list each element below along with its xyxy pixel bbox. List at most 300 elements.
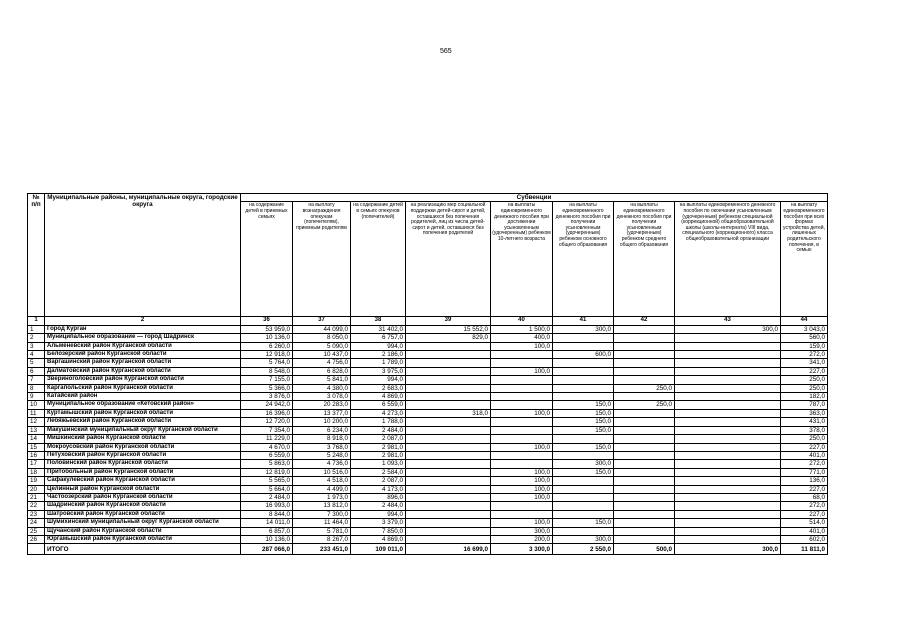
district-name: Петуховский район Курганской области bbox=[45, 451, 241, 459]
value-cell bbox=[675, 535, 781, 543]
table-row bbox=[28, 342, 828, 350]
district-name: Мишкинский район Курганской области bbox=[45, 435, 241, 443]
value-cell: 2 981,0 bbox=[351, 443, 406, 451]
value-cell: 300,0 bbox=[553, 460, 614, 468]
value-cell: 100,0 bbox=[491, 367, 553, 375]
num-header: № п/п bbox=[28, 194, 45, 317]
value-cell: 2 683,0 bbox=[351, 384, 406, 392]
value-cell bbox=[406, 477, 491, 485]
district-name: Мокроусовский район Курганской области bbox=[45, 443, 241, 451]
value-cell: 300,0 bbox=[553, 325, 614, 333]
value-cell: 13 377,0 bbox=[293, 409, 351, 417]
value-cell bbox=[675, 485, 781, 493]
value-cell: 10 516,0 bbox=[293, 468, 351, 476]
row-number: 18 bbox=[28, 468, 45, 476]
value-cell bbox=[675, 409, 781, 417]
value-cell bbox=[406, 342, 491, 350]
value-cell bbox=[675, 435, 781, 443]
value-cell bbox=[406, 367, 491, 375]
value-cell: 4 736,0 bbox=[293, 460, 351, 468]
value-cell: 272,0 bbox=[781, 502, 828, 510]
value-cell bbox=[614, 460, 675, 468]
value-cell: 12 918,0 bbox=[241, 351, 293, 359]
value-cell: 150,0 bbox=[553, 443, 614, 451]
column-label-42: на выплаты единовременного денежного пособия при получении усыновленным (удочеренным) ребенком среднего общего образования bbox=[614, 202, 675, 317]
value-cell: 100,0 bbox=[491, 519, 553, 527]
total-value: 2 550,0 bbox=[553, 544, 614, 555]
table-row bbox=[28, 435, 828, 443]
row-number: 26 bbox=[28, 535, 45, 543]
total-row bbox=[28, 544, 828, 555]
value-cell bbox=[614, 502, 675, 510]
value-cell: 363,0 bbox=[781, 409, 828, 417]
value-cell: 6 757,0 bbox=[351, 334, 406, 342]
table-row bbox=[28, 376, 828, 384]
value-cell: 401,0 bbox=[781, 451, 828, 459]
value-cell bbox=[406, 485, 491, 493]
district-name: Шумихинский муниципальный округ Курганской области bbox=[45, 519, 241, 527]
value-cell bbox=[614, 325, 675, 333]
value-cell bbox=[675, 477, 781, 485]
value-cell: 11 464,0 bbox=[293, 519, 351, 527]
value-cell: 227,0 bbox=[781, 443, 828, 451]
column-index-38: 38 bbox=[351, 317, 406, 325]
value-cell: 5 764,0 bbox=[241, 359, 293, 367]
value-cell bbox=[406, 535, 491, 543]
value-cell bbox=[406, 384, 491, 392]
value-cell bbox=[406, 451, 491, 459]
value-cell: 250,0 bbox=[781, 384, 828, 392]
value-cell: 136,0 bbox=[781, 477, 828, 485]
table-row bbox=[28, 401, 828, 409]
row-number: 11 bbox=[28, 409, 45, 417]
total-value: 300,0 bbox=[675, 544, 781, 555]
value-cell: 3 876,0 bbox=[241, 393, 293, 401]
value-cell: 8 050,0 bbox=[293, 334, 351, 342]
total-value: 109 011,0 bbox=[351, 544, 406, 555]
value-cell: 4 499,0 bbox=[293, 485, 351, 493]
value-cell: 5 090,0 bbox=[293, 342, 351, 350]
column-index-42: 42 bbox=[614, 317, 675, 325]
value-cell: 378,0 bbox=[781, 426, 828, 434]
value-cell: 250,0 bbox=[614, 401, 675, 409]
value-cell: 100,0 bbox=[491, 477, 553, 485]
table-row bbox=[28, 443, 828, 451]
value-cell bbox=[491, 435, 553, 443]
district-name: Половинский район Курганской области bbox=[45, 460, 241, 468]
subventions-table bbox=[27, 193, 828, 555]
row-number: 9 bbox=[28, 393, 45, 401]
value-cell bbox=[553, 342, 614, 350]
table-row bbox=[28, 359, 828, 367]
value-cell: 182,0 bbox=[781, 393, 828, 401]
value-cell: 341,0 bbox=[781, 359, 828, 367]
value-cell: 4 173,0 bbox=[351, 485, 406, 493]
value-cell: 300,0 bbox=[675, 325, 781, 333]
value-cell bbox=[675, 342, 781, 350]
value-cell: 44 099,0 bbox=[293, 325, 351, 333]
value-cell bbox=[614, 426, 675, 434]
column-index-row bbox=[28, 317, 828, 325]
value-cell bbox=[491, 418, 553, 426]
total-value: 233 451,0 bbox=[293, 544, 351, 555]
table-row bbox=[28, 510, 828, 518]
value-cell: 227,0 bbox=[781, 485, 828, 493]
column-label-36: на содержание детей в приемных семьях bbox=[241, 202, 293, 317]
table-row bbox=[28, 535, 828, 543]
district-name: Альменевский район Курганской области bbox=[45, 342, 241, 350]
value-cell: 250,0 bbox=[614, 384, 675, 392]
value-cell: 14 011,0 bbox=[241, 519, 293, 527]
value-cell bbox=[614, 418, 675, 426]
column-label-39: на реализацию мер социальной поддержки детей-сирот и детей, оставшихся без попечения родителей, лиц из числа детей-сирот и детей, оставшихся без попечения родителей bbox=[406, 202, 491, 317]
value-cell bbox=[675, 334, 781, 342]
value-cell bbox=[553, 477, 614, 485]
row-number: 15 bbox=[28, 443, 45, 451]
value-cell bbox=[553, 451, 614, 459]
district-name: Муниципальное образование «Кетовский район» bbox=[45, 401, 241, 409]
value-cell: 200,0 bbox=[491, 535, 553, 543]
value-cell bbox=[553, 435, 614, 443]
column-index-36: 36 bbox=[241, 317, 293, 325]
value-cell bbox=[675, 426, 781, 434]
value-cell bbox=[491, 359, 553, 367]
value-cell bbox=[675, 502, 781, 510]
value-cell: 2 981,0 bbox=[351, 451, 406, 459]
value-cell: 250,0 bbox=[781, 435, 828, 443]
value-cell: 7 850,0 bbox=[351, 527, 406, 535]
value-cell bbox=[614, 334, 675, 342]
value-cell bbox=[406, 468, 491, 476]
value-cell: 100,0 bbox=[491, 468, 553, 476]
value-cell bbox=[614, 519, 675, 527]
value-cell bbox=[614, 485, 675, 493]
row-number: 7 bbox=[28, 376, 45, 384]
value-cell: 602,0 bbox=[781, 535, 828, 543]
value-cell bbox=[491, 384, 553, 392]
district-name: Муниципальное образование — город Шадринск bbox=[45, 334, 241, 342]
value-cell bbox=[675, 418, 781, 426]
value-cell: 2 484,0 bbox=[351, 426, 406, 434]
table-row bbox=[28, 485, 828, 493]
value-cell: 5 863,0 bbox=[241, 460, 293, 468]
value-cell: 6 260,0 bbox=[241, 342, 293, 350]
district-name: Белозерский район Курганской области bbox=[45, 351, 241, 359]
value-cell bbox=[614, 376, 675, 384]
value-cell: 6 559,0 bbox=[241, 451, 293, 459]
total-label: ИТОГО bbox=[45, 544, 241, 555]
table-row bbox=[28, 460, 828, 468]
value-cell bbox=[406, 493, 491, 501]
district-name: Каргапольский район Курганской области bbox=[45, 384, 241, 392]
row-number: 20 bbox=[28, 485, 45, 493]
value-cell bbox=[553, 527, 614, 535]
value-cell: 1 788,0 bbox=[351, 418, 406, 426]
value-cell bbox=[491, 376, 553, 384]
table-row bbox=[28, 325, 828, 333]
value-cell bbox=[614, 367, 675, 375]
value-cell: 5 664,0 bbox=[241, 485, 293, 493]
value-cell: 994,0 bbox=[351, 342, 406, 350]
value-cell: 2 584,0 bbox=[351, 468, 406, 476]
value-cell: 8 844,0 bbox=[241, 510, 293, 518]
page-number: 565 bbox=[440, 48, 452, 55]
value-cell: 100,0 bbox=[491, 409, 553, 417]
table-row bbox=[28, 367, 828, 375]
value-cell bbox=[675, 451, 781, 459]
value-cell bbox=[675, 367, 781, 375]
value-cell: 896,0 bbox=[351, 493, 406, 501]
column-label-43: на выплаты единовременного денежного пособия по окончании усыновленным (удочеренным) ребенком специальной (коррекционной) общеобразовательной школы (школы-интерната) VIII вида, специального (коррекционного) класса общеобразовательной организации bbox=[675, 202, 781, 317]
table-row bbox=[28, 409, 828, 417]
column-index-43: 43 bbox=[675, 317, 781, 325]
value-cell bbox=[675, 468, 781, 476]
value-cell: 5 841,0 bbox=[293, 376, 351, 384]
value-cell bbox=[406, 519, 491, 527]
district-name: Лебяжьевский район Курганской области bbox=[45, 418, 241, 426]
value-cell bbox=[614, 468, 675, 476]
value-cell: 12 819,0 bbox=[241, 468, 293, 476]
value-cell: 5 366,0 bbox=[241, 384, 293, 392]
value-cell: 3 975,0 bbox=[351, 367, 406, 375]
value-cell: 12 720,0 bbox=[241, 418, 293, 426]
value-cell: 4 869,0 bbox=[351, 535, 406, 543]
column-label-38: на содержание детей в семьях опекунов (попечителей) bbox=[351, 202, 406, 317]
value-cell: 159,0 bbox=[781, 342, 828, 350]
value-cell: 6 234,0 bbox=[293, 426, 351, 434]
value-cell: 1 500,0 bbox=[491, 325, 553, 333]
value-cell bbox=[553, 502, 614, 510]
value-cell bbox=[614, 351, 675, 359]
district-header: Муниципальные районы, муниципальные округа, городские округа bbox=[45, 194, 241, 317]
value-cell: 15 552,0 bbox=[406, 325, 491, 333]
value-cell: 4 518,0 bbox=[293, 477, 351, 485]
value-cell: 272,0 bbox=[781, 460, 828, 468]
value-cell bbox=[675, 393, 781, 401]
table-row bbox=[28, 418, 828, 426]
row-number: 10 bbox=[28, 401, 45, 409]
row-number: 19 bbox=[28, 477, 45, 485]
row-number: 12 bbox=[28, 418, 45, 426]
row-number: 24 bbox=[28, 519, 45, 527]
value-cell bbox=[675, 384, 781, 392]
district-name: Щучанский район Курганской области bbox=[45, 527, 241, 535]
value-cell: 829,0 bbox=[406, 334, 491, 342]
header-row bbox=[28, 194, 828, 202]
value-cell: 4 670,0 bbox=[241, 443, 293, 451]
value-cell: 227,0 bbox=[781, 367, 828, 375]
value-cell: 4 869,0 bbox=[351, 393, 406, 401]
value-cell: 7 155,0 bbox=[241, 376, 293, 384]
value-cell bbox=[406, 435, 491, 443]
table-row bbox=[28, 527, 828, 535]
column-label-37: на выплату вознаграждения опекунам (попечителям), приемным родителям bbox=[293, 202, 351, 317]
column-index-40: 40 bbox=[491, 317, 553, 325]
value-cell: 994,0 bbox=[351, 376, 406, 384]
column-index-41: 41 bbox=[553, 317, 614, 325]
value-cell: 150,0 bbox=[553, 426, 614, 434]
value-cell: 8 918,0 bbox=[293, 435, 351, 443]
value-cell: 400,0 bbox=[491, 334, 553, 342]
value-cell bbox=[675, 493, 781, 501]
district-name: Притобольный район Курганской области bbox=[45, 468, 241, 476]
value-cell: 787,0 bbox=[781, 401, 828, 409]
value-cell: 1 789,0 bbox=[351, 359, 406, 367]
column-label-44: на выплату единовременного пособия при всех формах устройства детей, лишенных родительского попечения, в семью bbox=[781, 202, 828, 317]
value-cell bbox=[553, 493, 614, 501]
subventions-header: Субвенции bbox=[241, 194, 828, 202]
value-cell: 100,0 bbox=[491, 485, 553, 493]
table-row bbox=[28, 519, 828, 527]
value-cell: 10 136,0 bbox=[241, 535, 293, 543]
value-cell: 100,0 bbox=[491, 443, 553, 451]
value-cell bbox=[614, 510, 675, 518]
district-name: Звериноголовский район Курганской области bbox=[45, 376, 241, 384]
value-cell: 20 283,0 bbox=[293, 401, 351, 409]
row-number: 6 bbox=[28, 367, 45, 375]
table-row bbox=[28, 334, 828, 342]
total-value: 500,0 bbox=[614, 544, 675, 555]
district-name: Макушинский муниципальный округ Курганской области bbox=[45, 426, 241, 434]
value-cell bbox=[675, 443, 781, 451]
value-cell: 560,0 bbox=[781, 334, 828, 342]
value-cell bbox=[553, 510, 614, 518]
value-cell: 2 484,0 bbox=[351, 502, 406, 510]
total-value: 3 300,0 bbox=[491, 544, 553, 555]
value-cell bbox=[675, 359, 781, 367]
row-number: 16 bbox=[28, 451, 45, 459]
index-num: 1 bbox=[28, 317, 45, 325]
value-cell: 53 959,0 bbox=[241, 325, 293, 333]
value-cell bbox=[406, 443, 491, 451]
table-row bbox=[28, 384, 828, 392]
row-number: 14 bbox=[28, 435, 45, 443]
district-name: Шадринский район Курганской области bbox=[45, 502, 241, 510]
district-name: Юргамышский район Курганской области bbox=[45, 535, 241, 543]
row-number: 5 bbox=[28, 359, 45, 367]
value-cell: 16 396,0 bbox=[241, 409, 293, 417]
value-cell bbox=[614, 535, 675, 543]
value-cell bbox=[491, 460, 553, 468]
table-row bbox=[28, 393, 828, 401]
value-cell: 150,0 bbox=[553, 409, 614, 417]
total-value: 11 811,0 bbox=[781, 544, 828, 555]
value-cell bbox=[553, 334, 614, 342]
district-name: Целинный район Курганской области bbox=[45, 485, 241, 493]
value-cell bbox=[406, 359, 491, 367]
value-cell bbox=[614, 409, 675, 417]
value-cell bbox=[614, 342, 675, 350]
value-cell: 10 136,0 bbox=[241, 334, 293, 342]
value-cell bbox=[491, 451, 553, 459]
table-row bbox=[28, 468, 828, 476]
district-name: Катайский район bbox=[45, 393, 241, 401]
value-cell bbox=[406, 502, 491, 510]
value-cell bbox=[675, 460, 781, 468]
value-cell: 1 093,0 bbox=[351, 460, 406, 468]
value-cell: 994,0 bbox=[351, 510, 406, 518]
value-cell bbox=[553, 376, 614, 384]
value-cell: 300,0 bbox=[553, 535, 614, 543]
value-cell bbox=[614, 443, 675, 451]
value-cell bbox=[491, 502, 553, 510]
column-index-37: 37 bbox=[293, 317, 351, 325]
value-cell bbox=[491, 393, 553, 401]
value-cell: 2 186,0 bbox=[351, 351, 406, 359]
value-cell bbox=[614, 435, 675, 443]
value-cell: 16 993,0 bbox=[241, 502, 293, 510]
value-cell: 150,0 bbox=[553, 519, 614, 527]
value-cell: 7 300,0 bbox=[293, 510, 351, 518]
value-cell: 771,0 bbox=[781, 468, 828, 476]
total-value: 16 699,0 bbox=[406, 544, 491, 555]
value-cell bbox=[614, 393, 675, 401]
table-row bbox=[28, 426, 828, 434]
value-cell: 11 229,0 bbox=[241, 435, 293, 443]
value-cell: 4 273,0 bbox=[351, 409, 406, 417]
table-row bbox=[28, 502, 828, 510]
value-cell: 100,0 bbox=[491, 493, 553, 501]
value-cell bbox=[491, 426, 553, 434]
value-cell: 10 437,0 bbox=[293, 351, 351, 359]
value-cell: 13 812,0 bbox=[293, 502, 351, 510]
value-cell: 2 087,0 bbox=[351, 435, 406, 443]
column-index-39: 39 bbox=[406, 317, 491, 325]
value-cell: 31 402,0 bbox=[351, 325, 406, 333]
value-cell bbox=[675, 527, 781, 535]
value-cell bbox=[491, 510, 553, 518]
row-number: 8 bbox=[28, 384, 45, 392]
value-cell bbox=[406, 426, 491, 434]
value-cell: 24 942,0 bbox=[241, 401, 293, 409]
district-name: Варгашинский район Курганской области bbox=[45, 359, 241, 367]
row-number: 17 bbox=[28, 460, 45, 468]
value-cell bbox=[553, 393, 614, 401]
value-cell: 3 043,0 bbox=[781, 325, 828, 333]
value-cell: 600,0 bbox=[553, 351, 614, 359]
value-cell bbox=[491, 401, 553, 409]
row-number: 1 bbox=[28, 325, 45, 333]
value-cell: 3 768,0 bbox=[293, 443, 351, 451]
row-number: 22 bbox=[28, 502, 45, 510]
value-cell bbox=[675, 401, 781, 409]
value-cell bbox=[406, 418, 491, 426]
row-number: 2 bbox=[28, 334, 45, 342]
value-cell bbox=[553, 367, 614, 375]
value-cell bbox=[406, 527, 491, 535]
value-cell: 6 857,0 bbox=[241, 527, 293, 535]
value-cell: 68,0 bbox=[781, 493, 828, 501]
value-cell: 3 078,0 bbox=[293, 393, 351, 401]
value-cell: 272,0 bbox=[781, 351, 828, 359]
district-name: Куртамышский район Курганской области bbox=[45, 409, 241, 417]
value-cell: 150,0 bbox=[553, 468, 614, 476]
column-label-40: на выплаты единовременного денежного пособия при достижении усыновленным (удочеренным) ребенком 10-летнего возраста bbox=[491, 202, 553, 317]
table-row bbox=[28, 477, 828, 485]
value-cell: 7 354,0 bbox=[241, 426, 293, 434]
value-cell bbox=[406, 376, 491, 384]
value-cell bbox=[406, 351, 491, 359]
value-cell bbox=[675, 351, 781, 359]
value-cell: 431,0 bbox=[781, 418, 828, 426]
value-cell: 401,0 bbox=[781, 527, 828, 535]
value-cell: 514,0 bbox=[781, 519, 828, 527]
value-cell: 4 756,0 bbox=[293, 359, 351, 367]
value-cell: 250,0 bbox=[781, 376, 828, 384]
value-cell bbox=[406, 510, 491, 518]
value-cell: 150,0 bbox=[553, 401, 614, 409]
value-cell: 3 379,0 bbox=[351, 519, 406, 527]
